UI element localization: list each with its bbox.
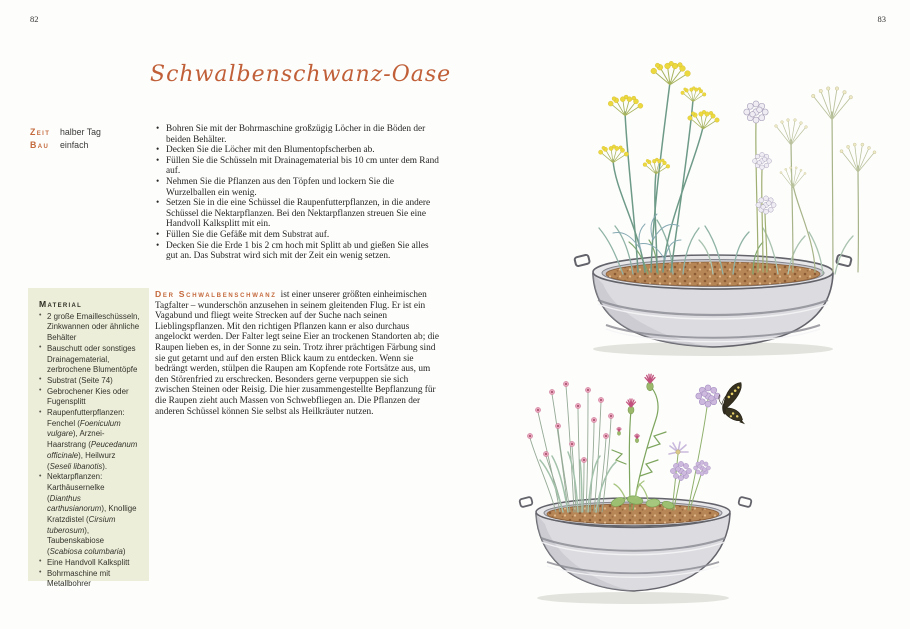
meta-row-bau [30, 139, 150, 152]
material-item: • Nektarpflanzen: Karthäusernelke (Dianthus carthusianorum), Knollige Kratzdistel (Cirsium tuberosum), Taubenskabiose (Scabiosa columbaria) [39, 472, 140, 558]
instruction-step: • Füllen Sie die Schüsseln mit Drainagematerial bis 10 cm unter dem Rand auf. [155, 156, 442, 177]
fennel-plant [598, 61, 719, 272]
instruction-step: • Bohren Sie mit der Bohrmaschine großzügig Löcher in die Böden der beiden Behälter. [155, 124, 442, 145]
instruction-step: • Nehmen Sie die Pflanzen aus den Töpfen und lockern Sie die Wurzelballen ein wenig. [155, 177, 442, 198]
instruction-step: • Decken Sie die Erde 1 bis 2 cm hoch mit Splitt ab und gießen Sie alles gut an. Das Substrat wird sich mit der Zeit ein wenig setzen. [155, 241, 442, 262]
tub-handle-right [738, 497, 752, 508]
instruction-step: • Füllen Sie die Gefäße mit dem Substrat auf. [155, 230, 442, 241]
page-number-right: 83 [877, 14, 886, 24]
scabiosa-plant [610, 385, 720, 510]
body-text: ist einer unserer größten einheimischen Tagfalter – wunderschön anzusehen in seinem gleitenden Flug. Er ist ein Vagabund und fliegt weite Strecken auf der Suche nach seinen Lieblingspflanzen. Mit den richtigen Pflanzen kann er also durchaus angelockt werden. Der Falter legt seine Eier an trockenen Standorten ab; die Raupen lieben es, in der Sonne zu sein. Trotz ihrer prächtigen Färbung sind sie gut getarnt und auf den ersten Blick kaum zu entdecken. Wenn sie bedrängt werden, stülpen die Raupen am Kopfende rote Fortsätze aus, um den Störenfried zu erschrecken. Besonders gerne verpuppen sie sich zwischen Steinen oder Reisig. Die hier zusammengestellte Bepflanzung für die Raupen zieht auch Massen von Schwebfliegen an. Die Pflanzen der anderen Schüssel können Sie selbst als Heilkräuter nutzen. [155, 290, 439, 417]
body-paragraph [155, 289, 442, 417]
illustration-nektar-tub [518, 364, 753, 609]
instruction-step: • Decken Sie die Löcher mit den Blumentopfscherben ab. [155, 145, 442, 156]
material-item: • Substrat (Seite 74) [39, 376, 140, 387]
material-item: • Gebrochener Kies oder Fugensplitt [39, 387, 140, 408]
body-lead: Der Schwalbenschwanz [155, 289, 277, 299]
zinc-tub-bottom [519, 497, 752, 604]
fennel-foliage [613, 214, 681, 260]
tub-handle-left [574, 254, 590, 266]
swallowtail-butterfly [715, 382, 753, 430]
material-item: • 2 große Emailleschüsseln, Zinkwannen oder ähnliche Behälter [39, 312, 140, 344]
tub-shadow [537, 592, 729, 604]
project-meta [30, 126, 150, 152]
tub-handle-left [519, 497, 533, 508]
material-item: • Eine Handvoll Kalksplitt [39, 558, 140, 569]
page-number-left: 82 [30, 14, 39, 24]
material-item: • Raupenfutterpflanzen: Fenchel (Foeniculum vulgare), Arznei-Haarstrang (Peucedanum officinale), Heilwurz (Seseli libanotis). [39, 408, 140, 472]
meta-label-bau: Bau [30, 140, 50, 150]
material-box [28, 288, 149, 589]
material-list [39, 312, 140, 590]
instruction-step: • Setzen Sie in die eine Schüssel die Raupenfutterpflanzen, in die andere Schüssel die Nektarpflanzen. Bei den Nektarpflanzen streuen Sie eine Handvoll Kalksplitt mit ein. [155, 198, 442, 230]
meta-label-zeit: Zeit [30, 127, 51, 137]
illustration-raupenfutter-tub [553, 48, 898, 358]
material-heading: Material [39, 299, 83, 309]
pale-daisy-flower [669, 442, 688, 454]
wild-umbellifers [775, 87, 876, 272]
meta-row-zeit [30, 126, 150, 139]
material-item: • Bohrmaschine mit Metallbohrer [39, 569, 140, 590]
meta-value-bau: einfach [60, 140, 89, 150]
meta-value-zeit: halber Tag [60, 127, 101, 137]
material-item: • Bauschutt oder sonstiges Drainagematerial, zerbrochene Blumentöpfe [39, 344, 140, 376]
page-title: Schwalbenschwanz-Oase [150, 62, 452, 87]
instruction-steps [155, 124, 442, 262]
dianthus-plant [527, 381, 616, 512]
